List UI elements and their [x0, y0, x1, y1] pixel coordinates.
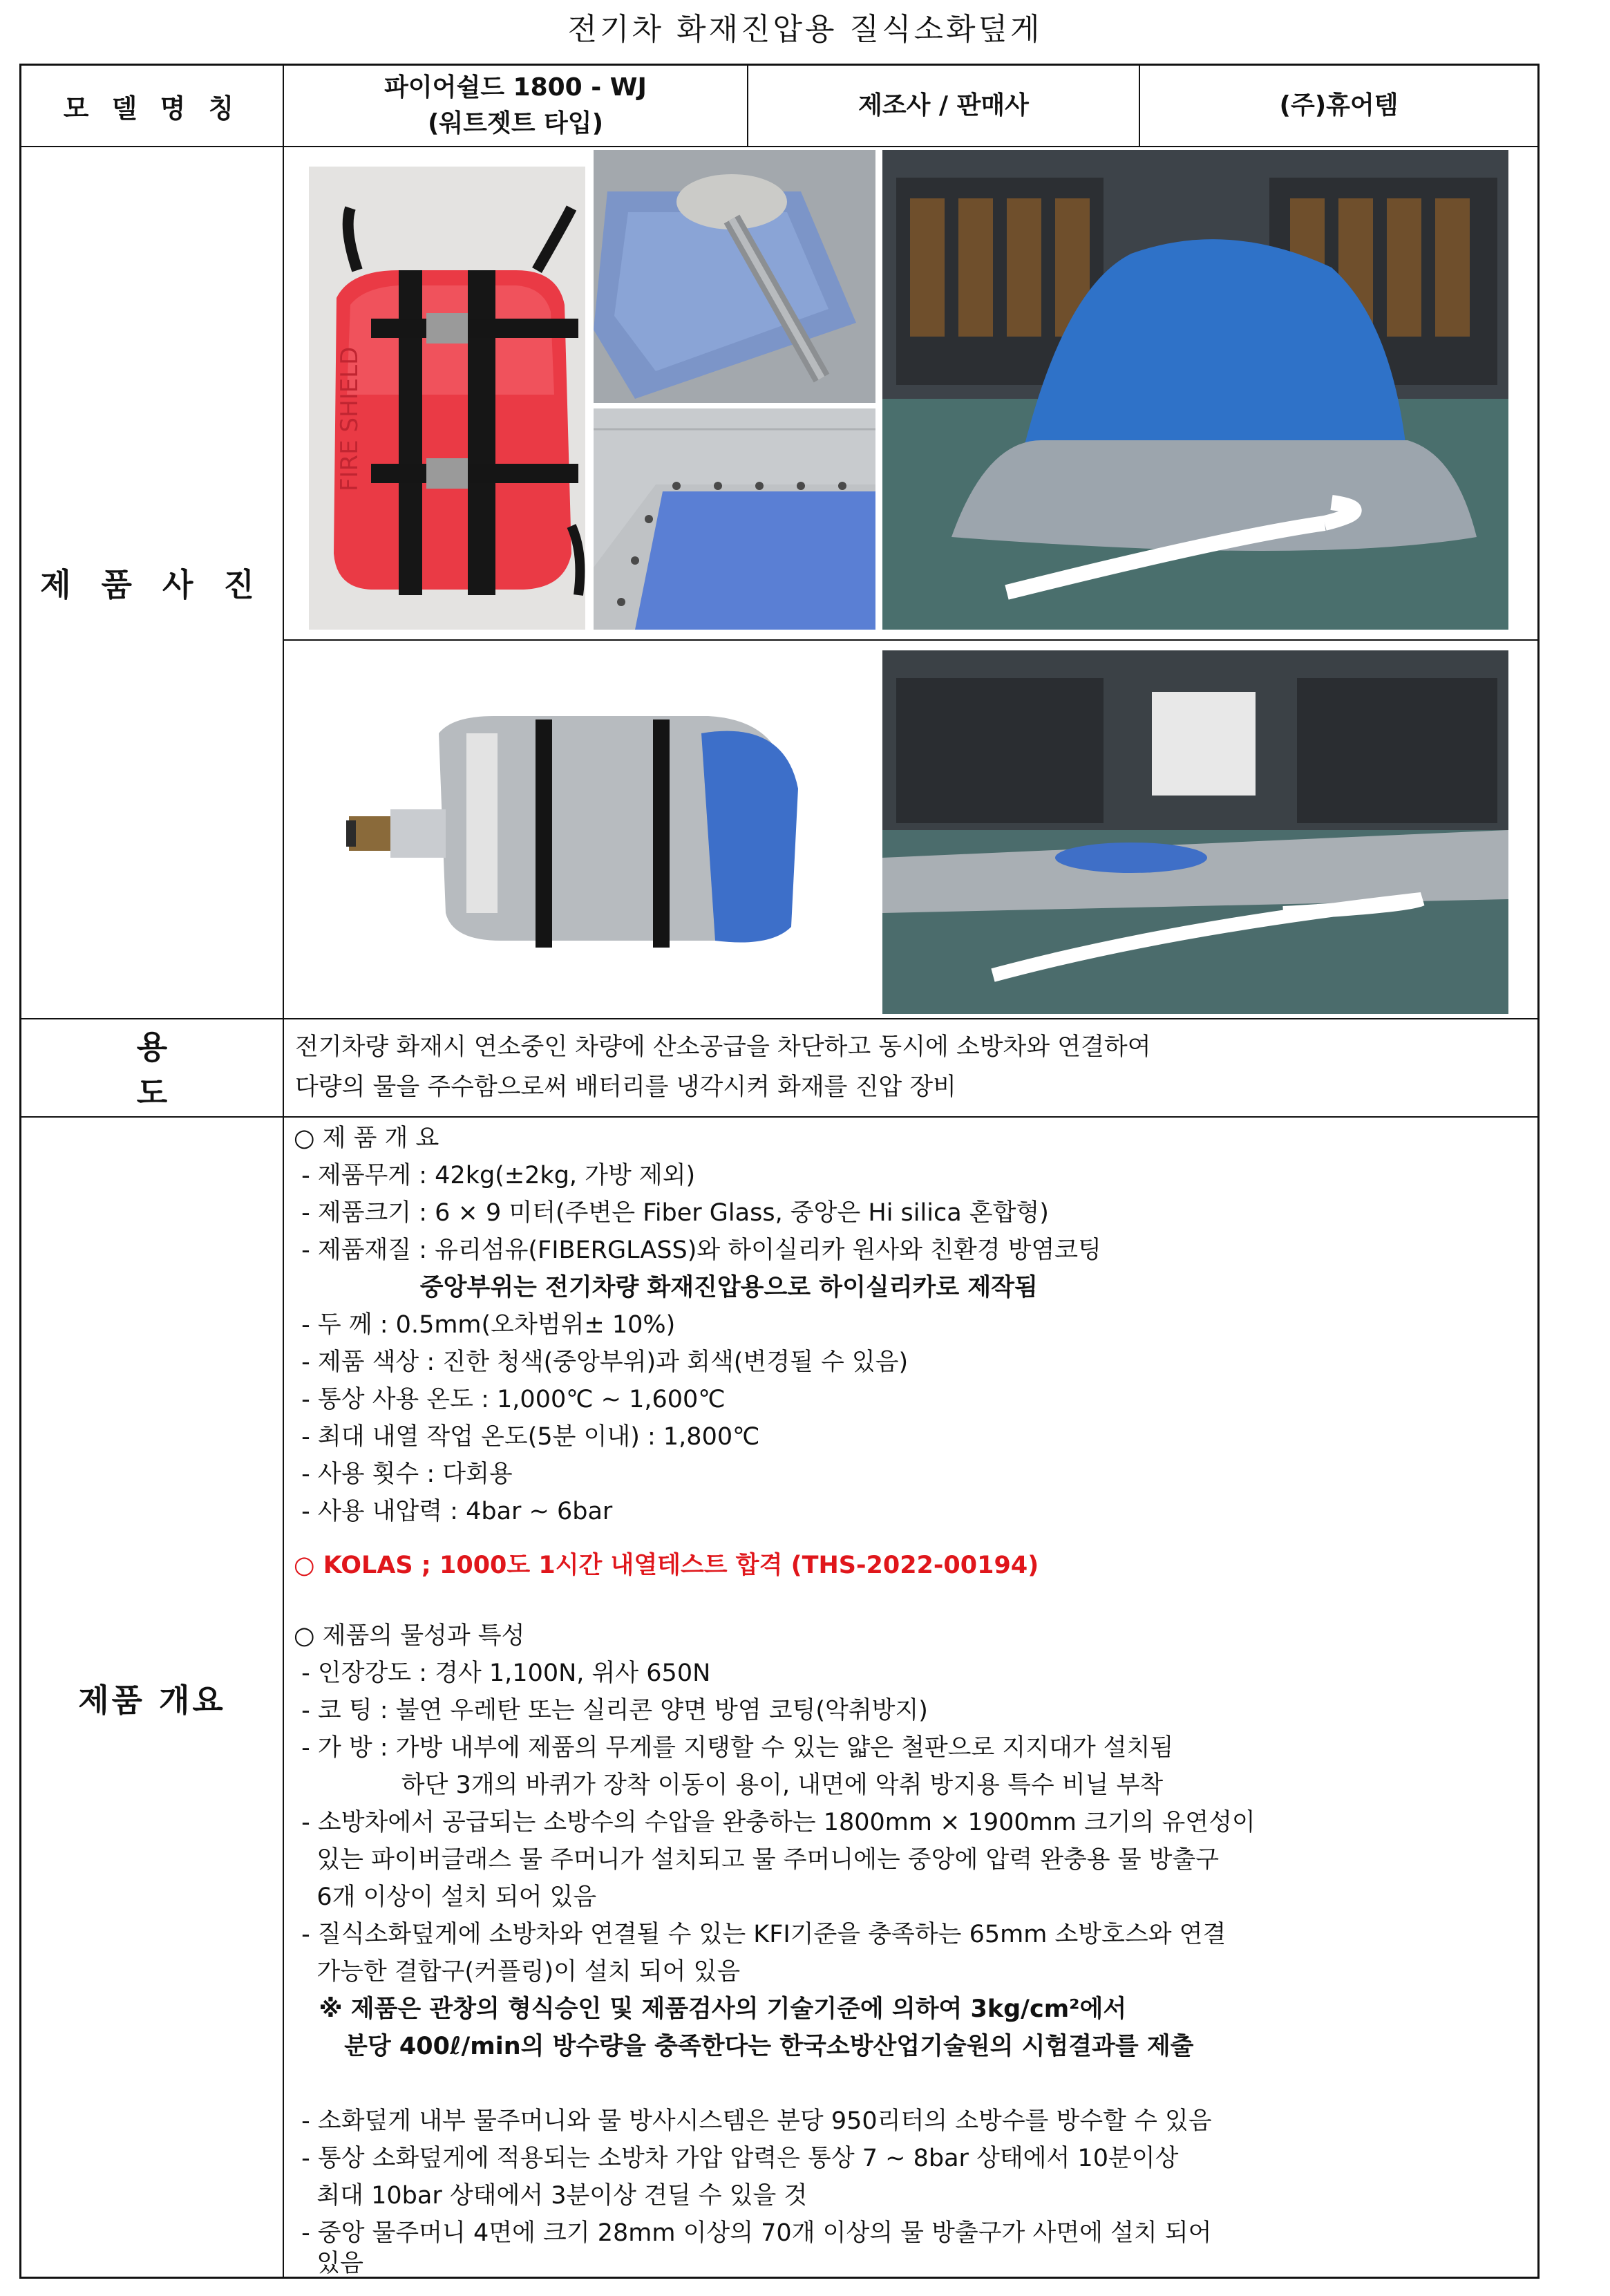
usage-label — [21, 1019, 284, 1118]
overview-line: - 두 께 : 0.5mm(오차범위± 10%) — [294, 1311, 676, 1339]
overview-line: - 통상 사용 온도 : 1,000℃ ~ 1,600℃ — [294, 1386, 726, 1413]
document-title: 전기차 화재진압용 질식소화덮게 — [567, 12, 1043, 47]
overview-line: 있음 — [294, 2250, 363, 2277]
overview-line: - 제품재질 : 유리섬유(FIBERGLASS)와 하이실리카 원사와 친환경 방염코팅 — [294, 1236, 1101, 1264]
overview-line: ○ 제 품 개 요 — [294, 1125, 439, 1152]
usage-line-2: 다량의 물을 주수함으로써 배터리를 냉각시켜 화재를 진압 장비 — [295, 1073, 956, 1101]
model-name — [284, 66, 748, 147]
car-covered-photo — [882, 150, 1508, 630]
red-carry-bag-photo — [309, 167, 585, 630]
overview-line: - 인장강도 : 경사 1,100N, 위사 650N — [294, 1659, 711, 1687]
inflated-water-pouch-photo — [594, 150, 875, 403]
photo-area — [284, 147, 1537, 1019]
maker-name — [1140, 66, 1537, 147]
overview-line: - 사용 횟수 : 다회용 — [294, 1460, 513, 1488]
overview-line: - 코 팅 : 불연 우레탄 또는 실리콘 양면 방염 코팅(악취방지) — [294, 1697, 928, 1724]
overview-line: - 최대 내열 작업 온도(5분 이내) : 1,800℃ — [294, 1423, 760, 1451]
overview-line: 중앙부위는 전기차량 화재진압용으로 하이실리카로 제작됨 — [294, 1274, 1038, 1301]
blanket-edge-photo — [594, 408, 875, 630]
maker-name-text: (주)휴어템 — [1279, 91, 1399, 120]
kolas-test-line: ○ KOLAS ; 1000도 1시간 내열테스트 합격 (THS-2022-00194) — [294, 1552, 1039, 1579]
overview-line: ○ 제품의 물성과 특성 — [294, 1622, 525, 1650]
overview-label — [21, 1118, 284, 2279]
blanket-spread-photo — [882, 650, 1508, 1014]
water-pouch-svg — [594, 150, 875, 403]
rolled-blanket-photo — [287, 650, 875, 1014]
model-name-line1: 파이어쉴드 1800 - WJ — [384, 73, 647, 102]
model-label-text: 모 델 명 칭 — [63, 93, 241, 124]
overview-line: - 소화덮게 내부 물주머니와 물 방사시스템은 분당 950리터의 소방수를 방수할 수 있음 — [294, 2107, 1212, 2135]
model-name-line2: (워트젯트 타입) — [427, 109, 604, 138]
photo-label — [21, 147, 284, 1019]
rolled-blanket-svg — [287, 650, 875, 1014]
overview-line: 6개 이상이 설치 되어 있음 — [294, 1883, 597, 1911]
overview-line: 있는 파이버글래스 물 주머니가 설치되고 물 주머니에는 중앙에 압력 완충용 물 방출구 — [294, 1846, 1220, 1874]
usage-line-1: 전기차량 화재시 연소중인 차량에 산소공급을 차단하고 동시에 소방차와 연결하여 — [295, 1033, 1151, 1061]
photo-label-text: 제 품 사 진 — [40, 566, 264, 603]
overview-label-text: 제품 개요 — [78, 1682, 226, 1719]
maker-label — [748, 66, 1140, 147]
overview-line: - 통상 소화덮게에 적용되는 소방차 가압 압력은 통상 7 ~ 8bar 상태에서 10분이상 — [294, 2145, 1179, 2172]
bag-brand-text: FIRE SHIELD — [336, 346, 363, 491]
blanket-spread-svg — [882, 650, 1508, 1014]
car-covered-svg — [882, 150, 1508, 630]
maker-label-text: 제조사 / 판매사 — [858, 91, 1029, 120]
overview-line: 하단 3개의 바퀴가 장착 이동이 용이, 내면에 악취 방지용 특수 비닐 부착 — [294, 1771, 1164, 1799]
spec-table — [19, 64, 1540, 2279]
overview-line: 가능한 결합구(커플링)이 설치 되어 있음 — [294, 1958, 741, 1986]
overview-content — [284, 1118, 1537, 2279]
overview-line: - 제품 색상 : 진한 청색(중앙부위)과 회색(변경될 수 있음) — [294, 1348, 909, 1376]
overview-line: - 사용 내압력 : 4bar ~ 6bar — [294, 1498, 613, 1525]
overview-line: - 질식소화덮게에 소방차와 연결될 수 있는 KFI기준을 충족하는 65mm 소방호스와 연결 — [294, 1921, 1227, 1948]
overview-line: ※ 제품은 관창의 형식승인 및 제품검사의 기술기준에 의하여 3kg/cm²에서 — [294, 1995, 1127, 2023]
usage-content — [284, 1019, 1537, 1118]
overview-line: - 가 방 : 가방 내부에 제품의 무게를 지탱할 수 있는 얇은 철판으로 지지대가 설치됨 — [294, 1734, 1174, 1762]
blanket-edge-svg — [594, 408, 875, 630]
overview-line: - 중앙 물주머니 4면에 크기 28mm 이상의 70개 이상의 물 방출구가 사면에 설치 되어 — [294, 2219, 1212, 2247]
overview-line: 분당 400ℓ/min의 방수량을 충족한다는 한국소방산업기술원의 시험결과를 제출 — [294, 2033, 1194, 2060]
usage-label-text: 용 도 — [136, 1028, 285, 1111]
overview-line: 최대 10bar 상태에서 3분이상 견딜 수 있을 것 — [294, 2182, 808, 2210]
overview-line: - 소방차에서 공급되는 소방수의 수압을 완충하는 1800mm × 1900mm 크기의 유연성이 — [294, 1809, 1256, 1836]
photo-row-divider — [284, 639, 1537, 641]
red-bag-svg — [309, 167, 585, 630]
overview-line: - 제품무게 : 42kg(±2kg, 가방 제외) — [294, 1162, 696, 1189]
model-label — [21, 66, 284, 147]
overview-line: - 제품크기 : 6 × 9 미터(주변은 Fiber Glass, 중앙은 Hi silica 혼합형) — [294, 1199, 1049, 1227]
